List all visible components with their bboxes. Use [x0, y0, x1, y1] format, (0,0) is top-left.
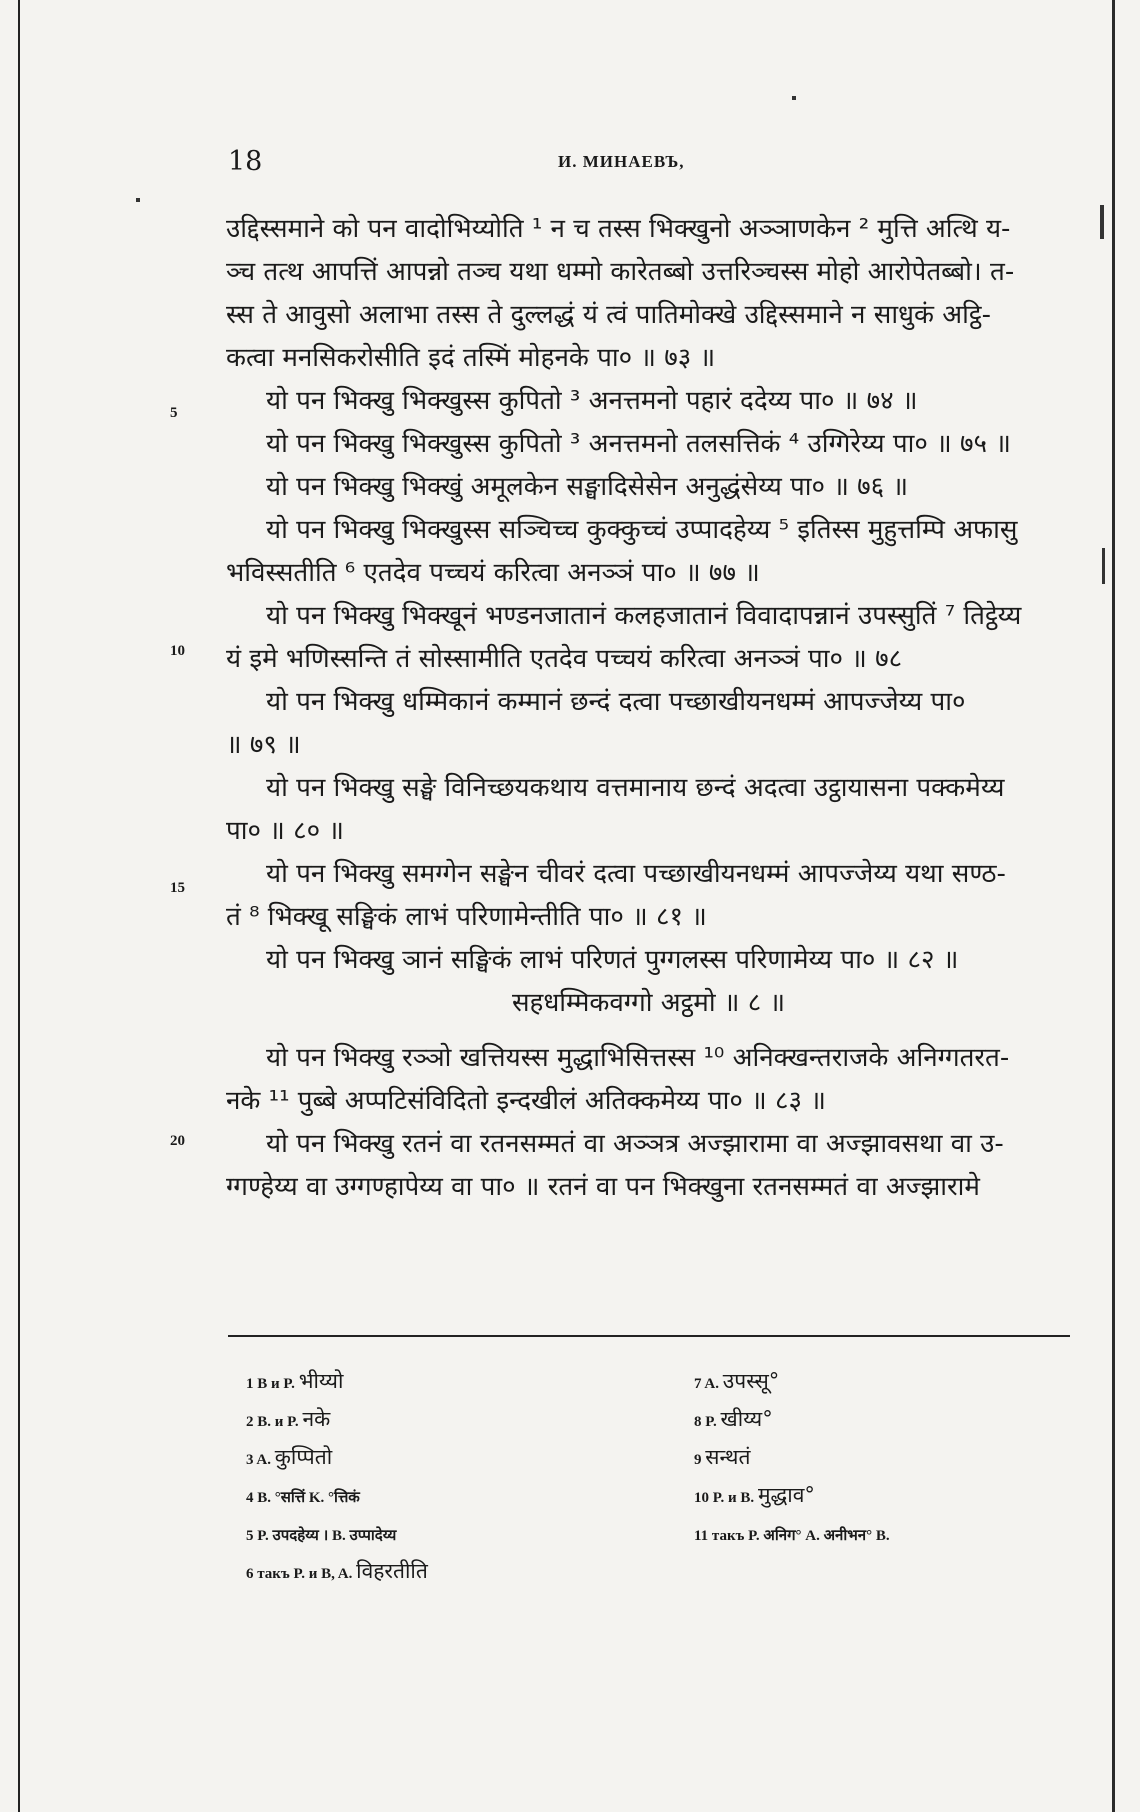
scan-speck — [792, 96, 796, 100]
left-scan-border — [18, 0, 20, 1812]
text-line: यं इमे भणिस्सन्ति तं सोस्सामीति एतदेव पच्चयं करित्वा अनञ्ञं पा० ॥ ७८ — [226, 644, 903, 674]
footnote: 8 P. खीय्य° — [694, 1407, 773, 1431]
text-line: तं ⁸ भिक्खू सङ्घिकं लाभं परिणामेन्तीति पा० ॥ ८१ ॥ — [226, 902, 707, 932]
line-number: 10 — [170, 643, 185, 659]
text-line: यो पन भिक्खु सङ्घे विनिच्छयकथाय वत्तमानाय छन्दं अदत्वा उट्ठायासना पक्कमेय्य — [266, 773, 1005, 803]
text-line: ग्गण्हेय्य वा उग्गण्हापेय्य वा पा० ॥ रतनं वा पन भिक्खुना रतनसम्मतं वा अज्झारामे — [226, 1172, 980, 1202]
footnote: 2 B. и P. नके — [246, 1407, 331, 1431]
text-line: यो पन भिक्खु ञानं सङ्घिकं लाभं परिणतं पुग्गलस्स परिणामेय्य पा० ॥ ८२ ॥ — [266, 945, 959, 975]
page-header — [228, 146, 1068, 186]
text-line: यो पन भिक्खु भिक्खुस्स कुपितो ³ अनत्तमनो पहारं ददेय्य पा० ॥ ७४ ॥ — [266, 386, 918, 416]
section-heading: सहधम्मिकवग्गो अट्ठमो ॥ ८ ॥ — [511, 988, 786, 1018]
text-line: कत्वा मनसिकरोसीति इदं तस्मिं मोहनके पा० ॥ ७३ ॥ — [226, 343, 716, 373]
text-line: उद्दिस्समाने को पन वादोभिय्योति ¹ न च तस्स भिक्खुनो अञ्ञाणकेन ² मुत्ति अत्थि य- — [226, 214, 1011, 244]
page-number: 18 — [228, 146, 263, 177]
line-number: 5 — [170, 405, 178, 421]
text-line: यो पन भिक्खु भिक्खुस्स सञ्चिच्च कुक्कुच्चं उप्पादहेय्य ⁵ इतिस्स मुहुत्तम्पि अफासु — [266, 515, 1018, 545]
line-number: 15 — [170, 880, 185, 896]
scan-mark — [1102, 548, 1105, 584]
text-line: पा० ॥ ८० ॥ — [226, 816, 345, 846]
footnote: 3 A. कुप्पितो — [246, 1445, 333, 1469]
footnotes-left — [246, 1362, 428, 1590]
line-number: 20 — [170, 1133, 185, 1149]
text-line: यो पन भिक्खु रतनं वा रतनसम्मतं वा अञ्ञत्र अज्झारामा वा अज्झावसथा वा उ- — [266, 1129, 1004, 1159]
footnote: 7 A. उपस्सू° — [694, 1369, 780, 1393]
text-line: भविस्सतीति ⁶ एतदेव पच्चयं करित्वा अनञ्ञं पा० ॥ ७७ ॥ — [226, 558, 760, 588]
footnote: 11 такъ P. अनिग° A. अनीभन° B. — [694, 1528, 890, 1544]
text-line: यो पन भिक्खु भिक्खुं अमूलकेन सङ्घादिसेसेन अनुद्धंसेय्य पा० ॥ ७६ ॥ — [266, 472, 909, 502]
text-line: यो पन भिक्खु समग्गेन सङ्घेन चीवरं दत्वा पच्छाखीयनधम्मं आपज्जेय्य यथा सण्ठ- — [266, 859, 1006, 889]
text-line: यो पन भिक्खु रञ्ञो खत्तियस्स मुद्धाभिसित्तस्स ¹⁰ अनिक्खन्तराजके अनिग्गतरत- — [266, 1043, 1010, 1073]
text-line: ञ्च तत्थ आपत्तिं आपन्नो तञ्च यथा धम्मो कारेतब्बो उत्तरिञ्चस्स मोहो आरोपेतब्बो। त- — [226, 257, 1015, 287]
text-line: ॥ ७९ ॥ — [226, 730, 301, 760]
text-line: यो पन भिक्खु भिक्खुस्स कुपितो ³ अनत्तमनो तलसत्तिकं ⁴ उग्गिरेय्य पा० ॥ ७५ ॥ — [266, 429, 1011, 459]
footnote: 10 P. и B. मुद्धाव° — [694, 1483, 815, 1507]
text-line: यो पन भिक्खु भिक्खूनं भण्डनजातानं कलहजातानं विवादापन्नानं उपस्सुतिं ⁷ तिट्ठेय्य — [266, 601, 1022, 631]
footnote: 5 P. उपदहेय्य । B. उप्पादेय्य — [246, 1528, 397, 1544]
scan-speck — [136, 198, 140, 202]
footnote: 6 такъ P. и B, A. विहरतीति — [246, 1559, 428, 1583]
right-scan-border — [1112, 0, 1115, 1812]
footnotes-right — [694, 1362, 890, 1552]
text-line: नके ¹¹ पुब्बे अप्पटिसंविदितो इन्दखीलं अतिक्कमेय्य पा० ॥ ८३ ॥ — [226, 1086, 826, 1116]
running-title: И. МИНАЕВЪ, — [558, 152, 685, 171]
footnote: 4 B. °सत्तिं K. °त्तिकं — [246, 1490, 360, 1506]
scan-mark — [1100, 205, 1104, 239]
main-text — [226, 208, 1071, 1209]
footnote: 1 B и P. भीय्यो — [246, 1369, 344, 1393]
footnote: 9 सन्थतं — [694, 1445, 751, 1469]
text-line: स्स ते आवुसो अलाभा तस्स ते दुल्लद्धं यं त्वं पातिमोक्खे उद्दिस्समाने न साधुकं अट्ठि- — [226, 300, 991, 330]
footnote-divider — [228, 1335, 1070, 1337]
text-line: यो पन भिक्खु धम्मिकानं कम्मानं छन्दं दत्वा पच्छाखीयनधम्मं आपज्जेय्य पा० — [266, 687, 966, 717]
